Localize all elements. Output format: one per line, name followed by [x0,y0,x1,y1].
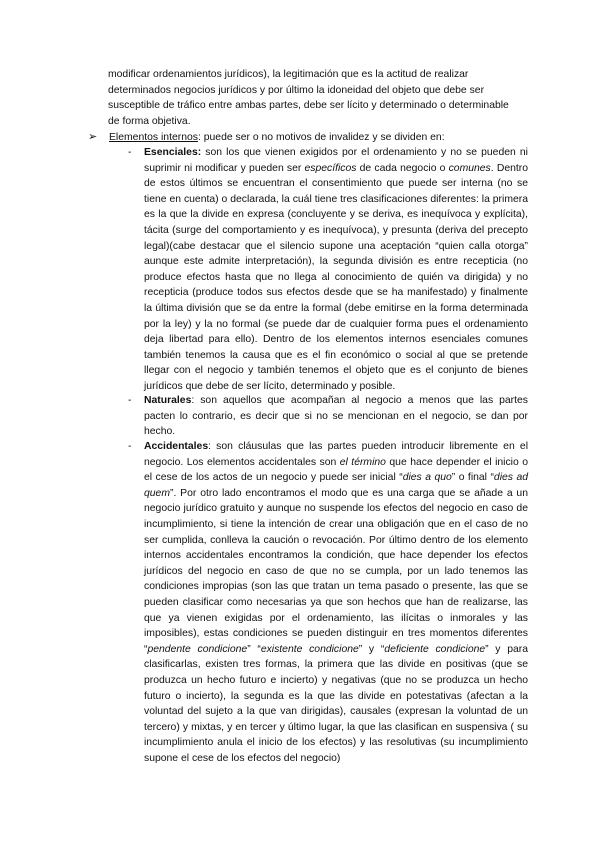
term-naturales: Naturales [144,395,192,406]
section-heading: Elementos internos [109,132,198,143]
text-segment: ” y para clasificarlas, existen tres formas, la primera que las divide en positivas (que se produzca un hecho futuro e incierto) y negativas (que no se produzca un hecho futuro o incierto), la segunda es la que las divide en potestativas (afectan a la voluntad del sujeto a la que van dirigidas), causales (expresan la voluntad de un tercero) y mixtas, y en tercer y último lugar, la que las clasifican en suspensiva ( su incumplimiento anula el inicio de los efectos) y las resolutivas (su incumplimiento supone el cese de los efectos del negocio) [144,643,528,764]
item-body [128,439,528,766]
term-accidentales: Accidentales [144,441,209,452]
italic-term: pendente condicione [147,643,248,655]
text-segment: son los que vienen exigidos por el ordenamiento y no se pueden ni suprimir ni modificar y pueden ser [144,147,528,174]
italic-term: el término [339,456,386,468]
italic-term: comunes [448,162,491,174]
section-line [109,130,528,146]
italic-term: deficiente condicione [384,643,486,655]
italic-term: existente condicione [260,643,359,655]
text-segment: ” y “ [358,643,385,655]
text-segment: ” “ [247,643,261,655]
section-elementos-internos [88,130,528,146]
term-esenciales: Esenciales: [144,147,202,158]
italic-term: dies a quo [402,472,452,484]
intro-text: modificar ordenamientos jurídicos), la legitimación que es la actitud de realizar determinados negocios jurídicos y por último la idoneidad del objeto que debe ser susceptible de tráfico entre ambas partes, debe ser lícito y determinado o determinable de forma objetiva. [108,69,509,127]
arrow-bullet-icon: ➢ [88,131,98,143]
list-item-naturales [128,393,528,440]
section-heading-rest: : puede ser o no motivos de invalidez y se dividen en: [197,132,445,143]
text-segment: : son aquellos que acompañan al negocio a menos que las partes pacten lo contrario, es decir que si no se mencionan en el negocio, se dan por hecho. [144,395,528,438]
dash-bullet-icon: - [128,395,132,406]
list-item-esenciales [128,145,528,395]
dash-bullet-icon: - [128,147,132,158]
text-segment: ” o final “ [451,472,494,484]
item-body [128,145,528,395]
dash-bullet-icon: - [128,441,132,452]
intro-paragraph [108,67,513,129]
text-segment: ”. Por otro lado encontramos el modo que es una carga que se añade a un negocio jurídico gratuito y aunque no suspende los efectos del negocio en caso de incumplimiento, si tiene la intención de crear una obligación que en el caso de no ser cumplida, conlleva la caución o revocación. Por último dentro de los elemento internos accidentales encontramos la condición, que hace depender los efectos jurídicos del negocio en caso de que no se cumpla, por un lado tenemos las condiciones impropias (son las que tratan un tema pasado o presente, las que se pueden clasificar como necesarias ya que son hechos que han de realizarse, las que ya vienen exigidas por el ordenamiento, las ilícitas o inmorales y las imposibles), estas condiciones se pueden distinguir en tres momentos diferentes “ [144,487,528,655]
list-item-accidentales [128,439,528,766]
italic-term: específicos [304,162,357,174]
text-segment: que hace depender el inicio o el cese de los actos de un negocio y puede ser inicial “ [144,456,528,484]
text-segment: . Dentro de estos últimos se encuentran el consentimiento que puede ser interna (no se tiene en cuenta) o declarada, la cuál tiene tres clasificaciones diferentes: la primera es la que la divide en expresa (concluyente y se deriva, es inequívoca y explícita), tácita (surge del comportamiento y es inequívoca), y presunta (deriva del precepto legal)(cabe destacar que el silencio supone una aceptación “quien calla otorga” aunque este admite interpretación), la segunda división es entre recepticia (no produce efectos hasta que no llega al conocimiento de quién va dirigida) y no recepticia (produce todos sus efectos desde que se ha manifestado) y finalmente la última división que se da entre la formal (debe emitirse en la forma determinada por la ley) y la no formal (se puede dar de cualquier forma pues el ordenamiento deja libertad para ello). Dentro de los elementos internos esenciales comunes también tenemos la causa que es el fin económico o social al que se pretende llegar con el negocio y también tenemos el objeto que es el conjunto de bienes jurídicos que debe de ser lícito, determinado y posible. [144,162,529,392]
italic-term: dies ad quem [144,472,528,499]
text-segment: de cada negocio o [356,162,449,174]
item-body [128,393,528,440]
text-segment: : son cláusulas que las partes pueden introducir libremente en el negocio. Los elementos accidentales son [144,441,528,468]
